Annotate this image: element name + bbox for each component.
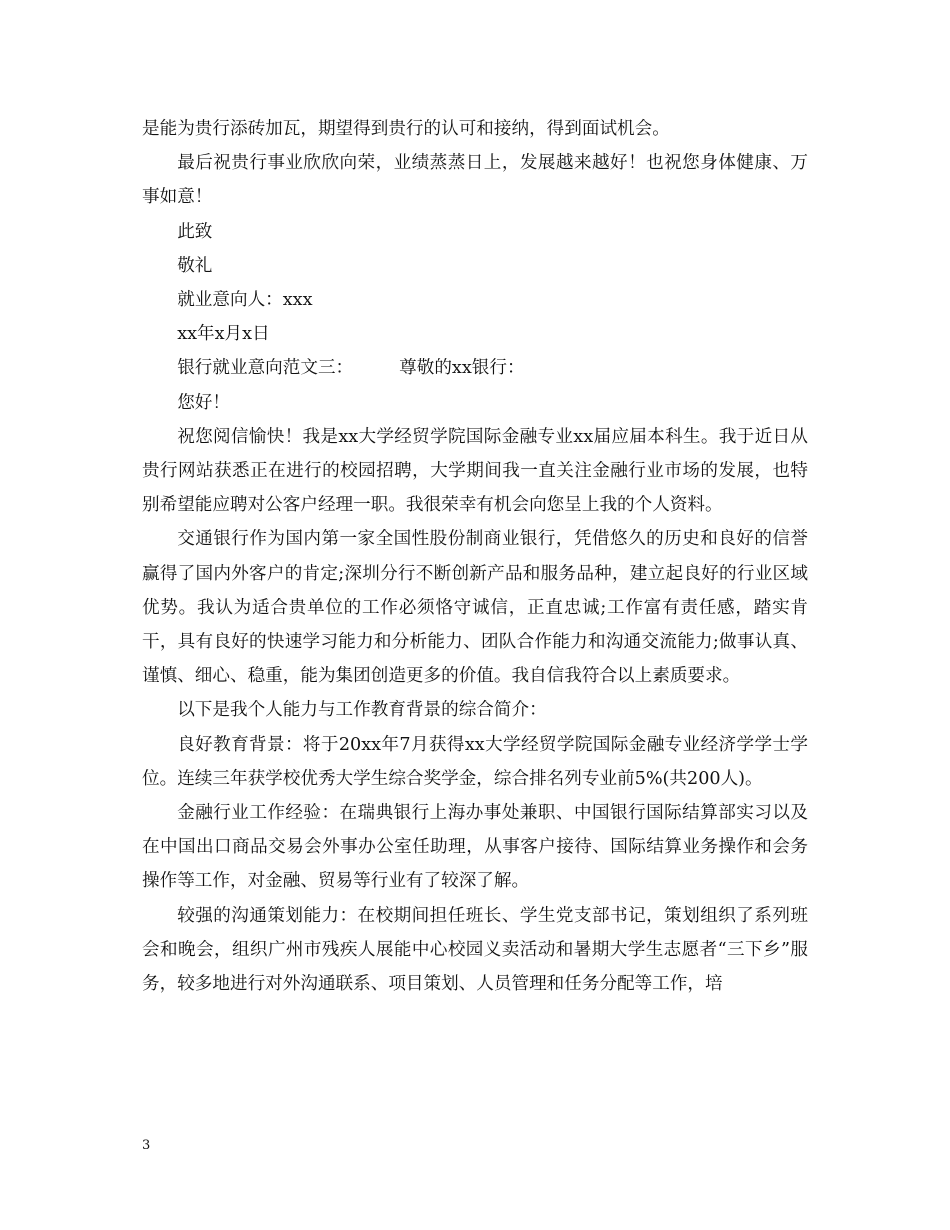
- paragraph-introduction: 祝您阅信愉快！我是xx大学经贸学院国际金融专业xx届应届本科生。我于近日从贵行网站获悉正在进行的校园招聘，大学期间我一直关注金融行业市场的发展，也特别希望能应聘对公客户经理一职。我很荣幸有机会向您呈上我的个人资料。: [142, 426, 808, 516]
- paragraph-date: xx年x月x日: [177, 324, 270, 345]
- paragraph-greeting: 您好！: [177, 392, 230, 413]
- sample-title: 银行就业意向范文三：: [177, 358, 354, 379]
- recipient-line: 尊敬的xx银行：: [399, 358, 525, 379]
- paragraph-education: 良好教育背景：将于20xx年7月获得xx大学经贸学院国际金融专业经济学学士学位。连续三年获学校优秀大学生综合奖学金，综合排名列专业前5%(共200人)。: [142, 734, 808, 789]
- paragraph-closing-wishes: 最后祝贵行事业欣欣向荣，业绩蒸蒸日上，发展越来越好！也祝您身体健康、万事如意！: [142, 153, 808, 208]
- paragraph-work-experience: 金融行业工作经验：在瑞典银行上海办事处兼职、中国银行国际结算部实习以及在中国出口商品交易会外事办公室任助理，从事客户接待、国际结算业务操作和会务操作等工作，对金融、贸易等行业有了较深了解。: [142, 803, 808, 892]
- paragraph-salutation-2: 敬礼: [177, 255, 213, 276]
- paragraph-summary-intro: 以下是我个人能力与工作教育背景的综合简介：: [177, 700, 547, 721]
- page-number: 3: [142, 1138, 151, 1153]
- paragraph-continuation: 是能为贵行添砖加瓦，期望得到贵行的认可和接纳，得到面试机会。: [142, 119, 670, 139]
- paragraph-sample-heading: [142, 351, 808, 385]
- paragraph-communication-skills: 较强的沟通策划能力：在校期间担任班长、学生党支部书记，策划组织了系列班会和晚会，组织广州市残疾人展能中心校园义卖活动和暑期大学生志愿者“三下乡”服务，较多地进行对外沟通联系、项目策划、人员管理和任务分配等工作，培: [142, 905, 808, 995]
- paragraph-salutation-1: 此致: [177, 221, 213, 242]
- paragraph-bank-description: 交通银行作为国内第一家全国性股份制商业银行，凭借悠久的历史和良好的信誉赢得了国内外客户的肯定;深圳分行不断创新产品和服务品种，建立起良好的行业区域优势。我认为适合贵单位的工作必须恪守诚信，正直忠诚;工作富有责任感，踏实肯干，具有良好的快速学习能力和分析能力、团队合作能力和沟通交流能力;做事认真、谨慎、细心、稳重，能为集团创造更多的价值。我自信我符合以上素质要求。: [142, 529, 808, 687]
- paragraph-applicant: 就业意向人：xxx: [177, 290, 313, 311]
- document-body: [142, 112, 808, 1001]
